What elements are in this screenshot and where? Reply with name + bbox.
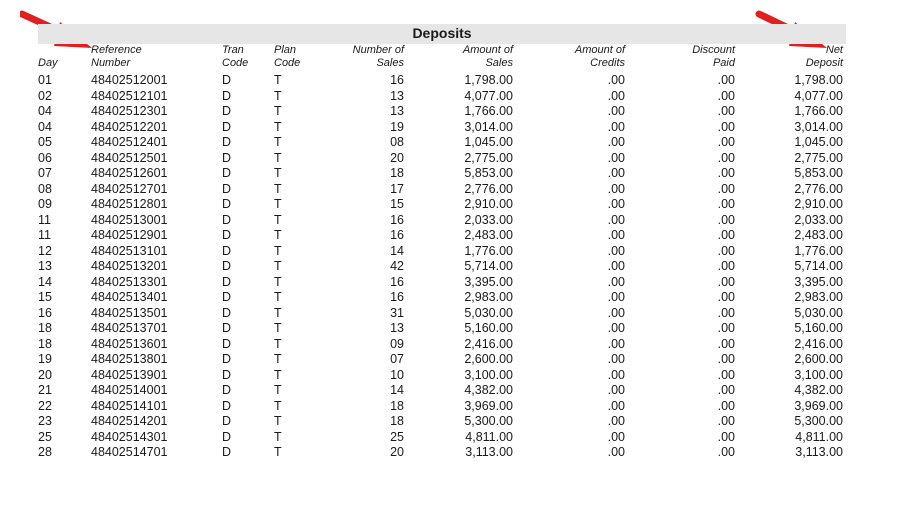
amount-of-credits-cell: .00 xyxy=(607,321,625,335)
net-deposit-cell: 4,382.00 xyxy=(794,383,843,397)
table-row xyxy=(0,197,900,213)
header-amount-sales-line1: Amount of xyxy=(462,44,513,56)
plan-code-cell: T xyxy=(274,352,282,366)
day-cell: 11 xyxy=(38,228,51,242)
table-row xyxy=(0,151,900,167)
number-of-sales-cell: 17 xyxy=(390,181,404,196)
plan-code-cell: T xyxy=(274,88,282,103)
amount-of-credits-cell: .00 xyxy=(607,135,625,149)
tran-code-cell: D xyxy=(222,228,232,242)
amount-of-sales-cell: 3,395.00 xyxy=(464,274,513,289)
amount-of-credits-cell: .00 xyxy=(607,212,625,227)
number-of-sales-cell: 13 xyxy=(390,321,404,335)
tran-code-cell: D xyxy=(222,321,232,335)
day-cell: 04 xyxy=(38,104,52,118)
amount-of-credits-cell: .00 xyxy=(607,150,625,165)
net-deposit-cell: 3,100.00 xyxy=(794,367,843,382)
amount-of-sales-cell: 2,983.00 xyxy=(464,290,513,304)
discount-paid-cell: .00 xyxy=(717,398,735,413)
discount-paid-cell: .00 xyxy=(717,259,735,273)
table-row xyxy=(0,352,900,368)
header-day-line1 xyxy=(38,44,78,57)
amount-of-sales-cell: 5,030.00 xyxy=(464,305,513,320)
table-row xyxy=(0,166,900,182)
day-cell: 02 xyxy=(38,88,52,103)
table-row xyxy=(0,321,900,337)
reference-cell: 48402513601 xyxy=(91,336,168,351)
tran-code-cell: D xyxy=(222,336,232,351)
reference-cell: 48402513201 xyxy=(91,259,168,273)
amount-of-credits-cell: .00 xyxy=(607,228,625,242)
header-discount-line1: Discount xyxy=(692,44,735,56)
amount-of-credits-cell: .00 xyxy=(607,367,625,382)
net-deposit-cell: 3,395.00 xyxy=(794,274,843,289)
discount-paid-cell: .00 xyxy=(717,166,735,180)
discount-paid-cell: .00 xyxy=(717,212,735,227)
amount-of-sales-cell: 3,100.00 xyxy=(464,367,513,382)
discount-paid-cell: .00 xyxy=(717,135,735,149)
table-row xyxy=(0,120,900,136)
table-row xyxy=(0,104,900,120)
number-of-sales-cell: 25 xyxy=(390,429,404,444)
discount-paid-cell: .00 xyxy=(717,352,735,366)
discount-paid-cell: .00 xyxy=(717,228,735,242)
reference-cell: 48402514201 xyxy=(91,414,168,428)
reference-cell: 48402513101 xyxy=(91,243,168,258)
header-amount-credits-line1: Amount of xyxy=(574,44,625,56)
net-deposit-cell: 4,811.00 xyxy=(795,429,843,444)
table-row xyxy=(0,275,900,291)
plan-code-cell: T xyxy=(274,181,282,196)
header-reference-line1: Reference xyxy=(91,44,142,56)
reference-cell: 48402512501 xyxy=(91,150,168,165)
plan-code-cell: T xyxy=(274,414,282,428)
header-day-line2: Day xyxy=(38,57,58,69)
amount-of-credits-cell: .00 xyxy=(607,445,625,459)
plan-code-cell: T xyxy=(274,166,282,180)
net-deposit-cell: 5,853.00 xyxy=(794,166,843,180)
header-plan-line1: Plan xyxy=(274,44,297,56)
plan-code-cell: T xyxy=(274,150,282,165)
net-deposit-cell: 3,969.00 xyxy=(794,398,843,413)
day-cell: 09 xyxy=(38,197,52,211)
number-of-sales-cell: 20 xyxy=(390,445,404,459)
reference-cell: 48402514001 xyxy=(91,383,168,397)
number-of-sales-cell: 13 xyxy=(390,88,404,103)
net-deposit-cell: 4,077.00 xyxy=(794,88,843,103)
header-net-line1: Net xyxy=(825,44,843,56)
day-cell: 28 xyxy=(38,445,52,459)
day-cell: 23 xyxy=(38,414,52,428)
amount-of-credits-cell: .00 xyxy=(607,383,625,397)
amount-of-sales-cell: 5,714.00 xyxy=(464,259,513,273)
net-deposit-cell: 2,775.00 xyxy=(794,150,843,165)
amount-of-credits-cell: .00 xyxy=(607,305,625,320)
number-of-sales-cell: 20 xyxy=(390,150,404,165)
number-of-sales-cell: 16 xyxy=(390,212,404,227)
amount-of-sales-cell: 2,775.00 xyxy=(464,150,513,165)
reference-cell: 48402513701 xyxy=(91,321,168,335)
tran-code-cell: D xyxy=(222,259,232,273)
table-row xyxy=(0,414,900,430)
net-deposit-cell: 2,983.00 xyxy=(794,290,843,304)
header-tran-line1: Tran xyxy=(222,44,244,56)
tran-code-cell: D xyxy=(222,197,232,211)
deposits-table-body xyxy=(0,73,900,461)
day-cell: 06 xyxy=(38,150,52,165)
header-plan-code xyxy=(274,44,314,70)
discount-paid-cell: .00 xyxy=(717,336,735,351)
number-of-sales-cell: 13 xyxy=(390,104,404,118)
plan-code-cell: T xyxy=(274,197,282,211)
plan-code-cell: T xyxy=(274,135,282,149)
plan-code-cell: T xyxy=(274,336,282,351)
plan-code-cell: T xyxy=(274,274,282,289)
tran-code-cell: D xyxy=(222,352,232,366)
reference-cell: 48402512701 xyxy=(91,181,168,196)
amount-of-credits-cell: .00 xyxy=(607,88,625,103)
net-deposit-cell: 1,776.00 xyxy=(794,243,843,258)
net-deposit-cell: 3,113.00 xyxy=(795,445,843,459)
amount-of-credits-cell: .00 xyxy=(607,352,625,366)
reference-cell: 48402512201 xyxy=(91,119,168,134)
tran-code-cell: D xyxy=(222,166,232,180)
amount-of-sales-cell: 2,416.00 xyxy=(464,336,513,351)
amount-of-sales-cell: 5,853.00 xyxy=(464,166,513,180)
amount-of-sales-cell: 5,160.00 xyxy=(464,321,513,335)
tran-code-cell: D xyxy=(222,88,232,103)
table-row xyxy=(0,182,900,198)
plan-code-cell: T xyxy=(274,321,282,335)
header-amount-credits-line2: Credits xyxy=(590,57,625,69)
tran-code-cell: D xyxy=(222,414,232,428)
header-reference xyxy=(91,44,191,70)
net-deposit-cell: 5,300.00 xyxy=(794,414,843,428)
discount-paid-cell: .00 xyxy=(717,197,735,211)
table-row xyxy=(0,290,900,306)
day-cell: 11 xyxy=(38,212,51,227)
reference-cell: 48402512101 xyxy=(91,88,168,103)
title-band xyxy=(38,24,846,44)
day-cell: 04 xyxy=(38,119,52,134)
tran-code-cell: D xyxy=(222,290,232,304)
reference-cell: 48402513801 xyxy=(91,352,168,366)
reference-cell: 48402512401 xyxy=(91,135,168,149)
table-header xyxy=(0,44,900,72)
plan-code-cell: T xyxy=(274,445,282,459)
plan-code-cell: T xyxy=(274,104,282,118)
table-row xyxy=(0,89,900,105)
day-cell: 12 xyxy=(38,243,52,258)
table-row xyxy=(0,430,900,446)
discount-paid-cell: .00 xyxy=(717,88,735,103)
amount-of-credits-cell: .00 xyxy=(607,166,625,180)
amount-of-credits-cell: .00 xyxy=(607,73,625,87)
tran-code-cell: D xyxy=(222,181,232,196)
day-cell: 08 xyxy=(38,181,52,196)
plan-code-cell: T xyxy=(274,243,282,258)
reference-cell: 48402512301 xyxy=(91,104,168,118)
header-discount-paid xyxy=(655,44,735,70)
amount-of-sales-cell: 1,798.00 xyxy=(464,73,513,87)
amount-of-sales-cell: 3,014.00 xyxy=(464,119,513,134)
table-row xyxy=(0,383,900,399)
discount-paid-cell: .00 xyxy=(717,367,735,382)
amount-of-sales-cell: 2,033.00 xyxy=(464,212,513,227)
tran-code-cell: D xyxy=(222,429,232,444)
tran-code-cell: D xyxy=(222,150,232,165)
day-cell: 13 xyxy=(38,259,52,273)
amount-of-credits-cell: .00 xyxy=(607,197,625,211)
discount-paid-cell: .00 xyxy=(717,119,735,134)
tran-code-cell: D xyxy=(222,119,232,134)
amount-of-sales-cell: 4,811.00 xyxy=(465,429,513,444)
discount-paid-cell: .00 xyxy=(717,73,735,87)
amount-of-credits-cell: .00 xyxy=(607,119,625,134)
discount-paid-cell: .00 xyxy=(717,305,735,320)
net-deposit-cell: 2,416.00 xyxy=(794,336,843,351)
amount-of-credits-cell: .00 xyxy=(607,104,625,118)
net-deposit-cell: 2,483.00 xyxy=(794,228,843,242)
amount-of-sales-cell: 5,300.00 xyxy=(464,414,513,428)
page-title: Deposits xyxy=(412,25,472,41)
amount-of-sales-cell: 1,045.00 xyxy=(464,135,513,149)
header-num-sales-line2: Sales xyxy=(376,57,404,69)
amount-of-sales-cell: 2,910.00 xyxy=(464,197,513,211)
number-of-sales-cell: 14 xyxy=(390,383,404,397)
number-of-sales-cell: 31 xyxy=(390,305,404,320)
discount-paid-cell: .00 xyxy=(717,321,735,335)
reference-cell: 48402513401 xyxy=(91,290,168,304)
day-cell: 01 xyxy=(38,73,52,87)
header-amount-of-sales xyxy=(433,44,513,70)
number-of-sales-cell: 16 xyxy=(390,274,404,289)
amount-of-credits-cell: .00 xyxy=(607,259,625,273)
header-tran-code xyxy=(222,44,262,70)
reference-cell: 48402514301 xyxy=(91,429,168,444)
tran-code-cell: D xyxy=(222,367,232,382)
tran-code-cell: D xyxy=(222,383,232,397)
net-deposit-cell: 5,030.00 xyxy=(794,305,843,320)
amount-of-sales-cell: 2,600.00 xyxy=(464,352,513,366)
plan-code-cell: T xyxy=(274,228,282,242)
discount-paid-cell: .00 xyxy=(717,414,735,428)
amount-of-credits-cell: .00 xyxy=(607,181,625,196)
number-of-sales-cell: 16 xyxy=(390,290,404,304)
discount-paid-cell: .00 xyxy=(717,290,735,304)
net-deposit-cell: 5,714.00 xyxy=(794,259,843,273)
discount-paid-cell: .00 xyxy=(717,181,735,196)
plan-code-cell: T xyxy=(274,259,282,273)
table-row xyxy=(0,399,900,415)
amount-of-sales-cell: 3,969.00 xyxy=(464,398,513,413)
table-row xyxy=(0,135,900,151)
amount-of-credits-cell: .00 xyxy=(607,336,625,351)
reference-cell: 48402513001 xyxy=(91,212,168,227)
header-amount-sales-line2: Sales xyxy=(485,57,513,69)
header-discount-line2: Paid xyxy=(712,57,735,69)
net-deposit-cell: 2,600.00 xyxy=(794,352,843,366)
amount-of-credits-cell: .00 xyxy=(607,429,625,444)
day-cell: 18 xyxy=(38,321,52,335)
day-cell: 21 xyxy=(38,383,52,397)
tran-code-cell: D xyxy=(222,243,232,258)
table-row xyxy=(0,368,900,384)
header-num-sales-line1: Number of xyxy=(352,44,404,56)
reference-cell: 48402512601 xyxy=(91,166,168,180)
number-of-sales-cell: 14 xyxy=(390,243,404,258)
number-of-sales-cell: 19 xyxy=(390,119,404,134)
discount-paid-cell: .00 xyxy=(717,243,735,258)
number-of-sales-cell: 10 xyxy=(390,367,404,382)
reference-cell: 48402512901 xyxy=(91,228,168,242)
table-row xyxy=(0,306,900,322)
reference-cell: 48402513501 xyxy=(91,305,168,320)
number-of-sales-cell: 16 xyxy=(390,228,404,242)
table-row xyxy=(0,445,900,461)
number-of-sales-cell: 08 xyxy=(390,135,404,149)
header-amount-of-credits xyxy=(545,44,625,70)
amount-of-sales-cell: 2,776.00 xyxy=(464,181,513,196)
plan-code-cell: T xyxy=(274,290,282,304)
number-of-sales-cell: 09 xyxy=(390,336,404,351)
day-cell: 19 xyxy=(38,352,52,366)
day-cell: 16 xyxy=(38,305,52,320)
net-deposit-cell: 2,910.00 xyxy=(794,197,843,211)
amount-of-credits-cell: .00 xyxy=(607,414,625,428)
amount-of-credits-cell: .00 xyxy=(607,243,625,258)
discount-paid-cell: .00 xyxy=(717,274,735,289)
header-net-line2: Deposit xyxy=(805,57,843,69)
day-cell: 15 xyxy=(38,290,52,304)
plan-code-cell: T xyxy=(274,429,282,444)
amount-of-credits-cell: .00 xyxy=(607,398,625,413)
net-deposit-cell: 2,033.00 xyxy=(794,212,843,227)
number-of-sales-cell: 16 xyxy=(390,73,404,87)
number-of-sales-cell: 18 xyxy=(390,414,404,428)
net-deposit-cell: 3,014.00 xyxy=(794,119,843,134)
amount-of-sales-cell: 1,776.00 xyxy=(464,243,513,258)
tran-code-cell: D xyxy=(222,212,232,227)
plan-code-cell: T xyxy=(274,73,282,87)
day-cell: 07 xyxy=(38,166,52,180)
discount-paid-cell: .00 xyxy=(717,445,735,459)
reference-cell: 48402512801 xyxy=(91,197,168,211)
number-of-sales-cell: 18 xyxy=(390,166,404,180)
plan-code-cell: T xyxy=(274,119,282,134)
table-row xyxy=(0,337,900,353)
discount-paid-cell: .00 xyxy=(717,150,735,165)
amount-of-sales-cell: 4,382.00 xyxy=(464,383,513,397)
discount-paid-cell: .00 xyxy=(717,429,735,444)
plan-code-cell: T xyxy=(274,398,282,413)
header-reference-line2: Number xyxy=(91,57,131,69)
number-of-sales-cell: 18 xyxy=(390,398,404,413)
reference-cell: 48402513301 xyxy=(91,274,168,289)
day-cell: 25 xyxy=(38,429,52,444)
amount-of-sales-cell: 1,766.00 xyxy=(464,104,513,118)
reference-cell: 48402512001 xyxy=(91,73,168,87)
header-plan-line2: Code xyxy=(274,57,301,69)
number-of-sales-cell: 15 xyxy=(390,197,404,211)
table-row xyxy=(0,73,900,89)
discount-paid-cell: .00 xyxy=(717,383,735,397)
tran-code-cell: D xyxy=(222,135,232,149)
tran-code-cell: D xyxy=(222,73,232,87)
reference-cell: 48402513901 xyxy=(91,367,168,382)
header-net-deposit xyxy=(763,44,843,70)
day-cell: 14 xyxy=(38,274,52,289)
day-cell: 22 xyxy=(38,398,52,413)
number-of-sales-cell: 07 xyxy=(390,352,404,366)
amount-of-credits-cell: .00 xyxy=(607,290,625,304)
net-deposit-cell: 1,766.00 xyxy=(794,104,843,118)
net-deposit-cell: 1,045.00 xyxy=(794,135,843,149)
tran-code-cell: D xyxy=(222,104,232,118)
tran-code-cell: D xyxy=(222,445,232,459)
day-cell: 05 xyxy=(38,135,52,149)
amount-of-sales-cell: 2,483.00 xyxy=(464,228,513,242)
table-row xyxy=(0,244,900,260)
day-cell: 18 xyxy=(38,336,52,351)
discount-paid-cell: .00 xyxy=(717,104,735,118)
header-number-of-sales xyxy=(324,44,404,70)
plan-code-cell: T xyxy=(274,383,282,397)
net-deposit-cell: 5,160.00 xyxy=(794,321,843,335)
reference-cell: 48402514101 xyxy=(91,398,168,413)
tran-code-cell: D xyxy=(222,305,232,320)
reference-cell: 48402514701 xyxy=(91,445,168,459)
tran-code-cell: D xyxy=(222,398,232,413)
day-cell: 20 xyxy=(38,367,52,382)
amount-of-sales-cell: 4,077.00 xyxy=(464,88,513,103)
amount-of-sales-cell: 3,113.00 xyxy=(465,445,513,459)
header-tran-line2: Code xyxy=(222,57,249,69)
plan-code-cell: T xyxy=(274,305,282,320)
table-row xyxy=(0,259,900,275)
header-day xyxy=(38,44,78,70)
tran-code-cell: D xyxy=(222,274,232,289)
table-row xyxy=(0,213,900,229)
amount-of-credits-cell: .00 xyxy=(607,274,625,289)
plan-code-cell: T xyxy=(274,367,282,382)
table-row xyxy=(0,228,900,244)
plan-code-cell: T xyxy=(274,212,282,227)
net-deposit-cell: 2,776.00 xyxy=(794,181,843,196)
number-of-sales-cell: 42 xyxy=(390,259,404,273)
net-deposit-cell: 1,798.00 xyxy=(794,73,843,87)
